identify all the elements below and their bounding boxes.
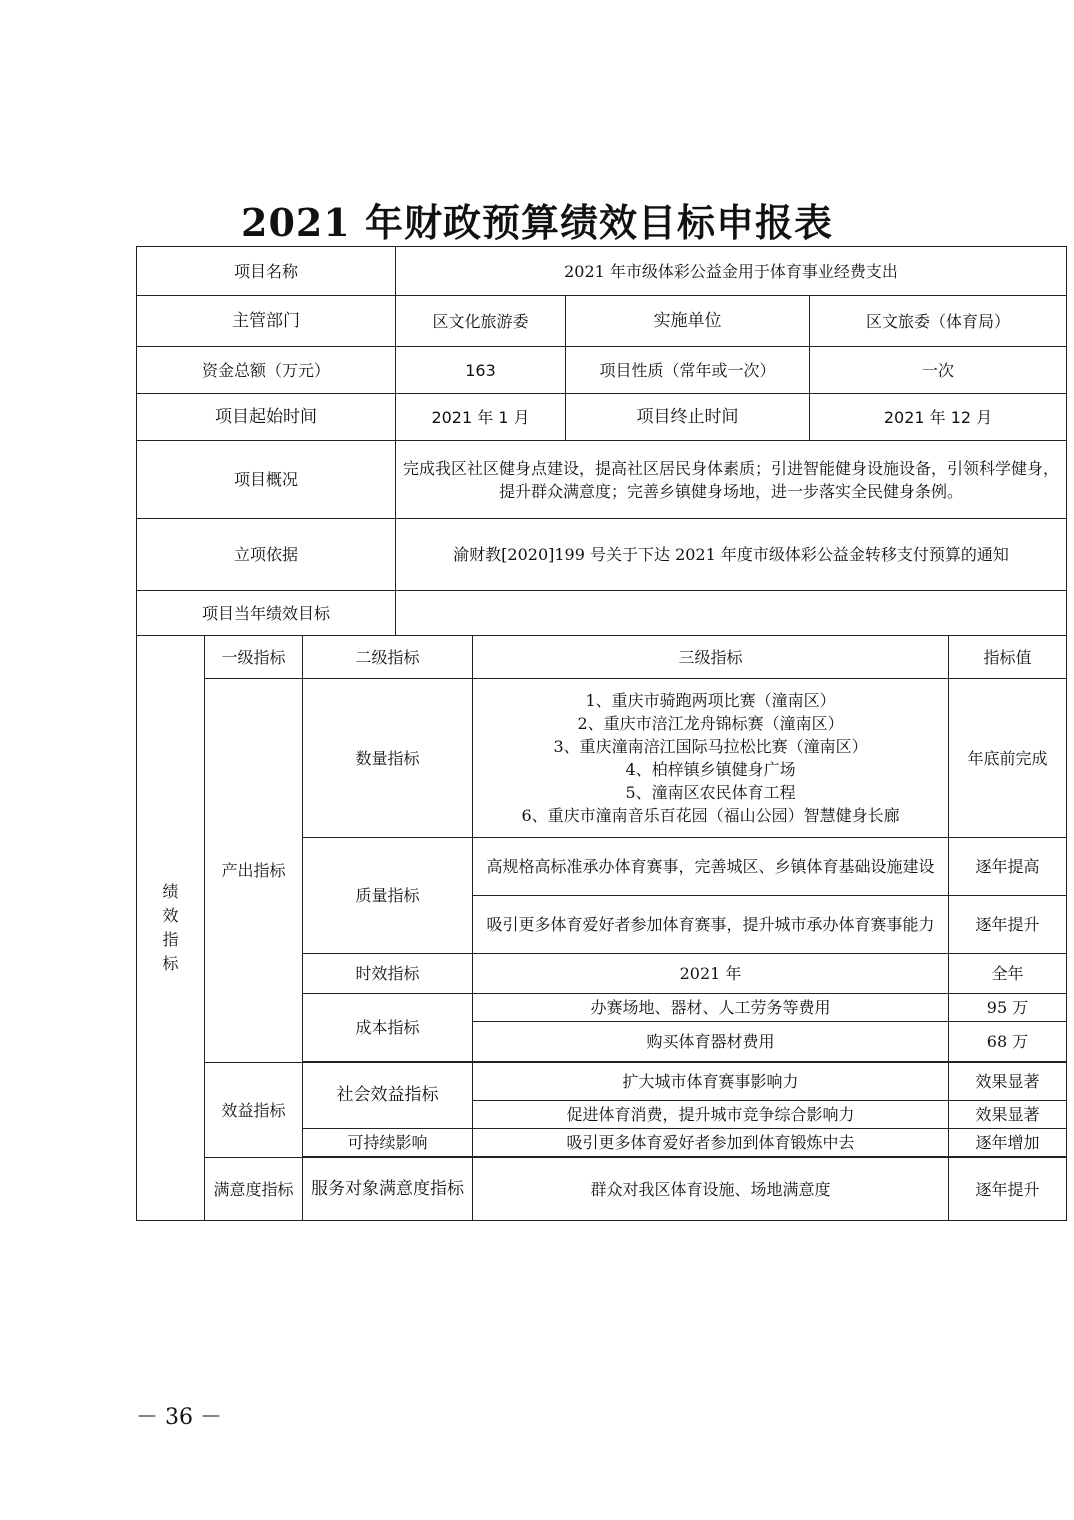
impl-value: 区文旅委（体育局） — [810, 296, 1067, 347]
satisfaction-indicator-label: 满意度指标 — [205, 1158, 303, 1221]
quantity-value: 年底前完成 — [949, 679, 1067, 838]
quantity-item: 6、重庆市潼南音乐百花园（福山公园）智慧健身长廊 — [521, 806, 900, 825]
basis-value: 渝财教[2020]199 号关于下达 2021 年度市级体彩公益金转移支付预算的通知 — [396, 519, 1067, 591]
service-satisfaction-value: 逐年提升 — [949, 1158, 1067, 1221]
quantity-item: 1、重庆市骑跑两项比赛（潼南区） — [585, 691, 836, 710]
cost-value-1: 95 万 — [949, 994, 1067, 1022]
service-satisfaction-label: 服务对象满意度指标 — [303, 1158, 473, 1221]
nature-label: 项目性质（常年或一次） — [566, 347, 810, 394]
start-label: 项目起始时间 — [137, 394, 396, 441]
cost-item-2: 购买体育器材费用 — [473, 1022, 949, 1062]
end-value: 2021 年 12 月 — [810, 394, 1067, 441]
quantity-indicator-label: 数量指标 — [303, 679, 473, 838]
social-benefit-label: 社会效益指标 — [303, 1063, 473, 1129]
sustainability-value: 逐年增加 — [949, 1129, 1067, 1157]
sustainability-label: 可持续影响 — [303, 1129, 473, 1157]
service-satisfaction-item: 群众对我区体育设施、场地满意度 — [473, 1158, 949, 1221]
start-value: 2021 年 1 月 — [396, 394, 566, 441]
quantity-item: 3、重庆潼南涪江国际马拉松比赛（潼南区） — [553, 737, 868, 756]
dept-value: 区文化旅游委 — [396, 296, 566, 347]
project-name-label: 项目名称 — [137, 247, 396, 296]
quantity-item: 4、柏梓镇乡镇健身广场 — [625, 760, 796, 779]
indicators-section-label — [137, 636, 205, 1221]
page-title: 2021 年财政预算绩效目标申报表 — [241, 200, 833, 245]
quality-value-1: 逐年提高 — [949, 838, 1067, 896]
quantity-item: 5、潼南区农民体育工程 — [625, 783, 796, 802]
goal-label: 项目当年绩效目标 — [137, 591, 396, 636]
col-level2-header: 二级指标 — [303, 636, 473, 679]
quality-item-2: 吸引更多体育爱好者参加体育赛事，提升城市承办体育赛事能力 — [473, 896, 949, 954]
output-indicator-label: 产出指标 — [205, 679, 303, 1063]
social-value-1: 效果显著 — [949, 1063, 1067, 1101]
goal-value — [396, 591, 1067, 636]
end-label: 项目终止时间 — [566, 394, 810, 441]
cost-value-2: 68 万 — [949, 1022, 1067, 1062]
cost-indicator-label: 成本指标 — [303, 994, 473, 1062]
benefit-indicator-label: 效益指标 — [205, 1063, 303, 1158]
social-item-2: 促进体育消费，提升城市竞争综合影响力 — [473, 1101, 949, 1129]
indicators-section-text: 绩效指标 — [162, 882, 179, 973]
quality-item-1: 高规格高标准承办体育赛事，完善城区、乡镇体育基础设施建设 — [473, 838, 949, 896]
project-name-value: 2021 年市级体彩公益金用于体育事业经费支出 — [396, 247, 1067, 296]
col-level3-header: 三级指标 — [473, 636, 949, 679]
quality-value-2: 逐年提升 — [949, 896, 1067, 954]
col-level1-header: 一级指标 — [205, 636, 303, 679]
overview-value: 完成我区社区健身点建设，提高社区居民身体素质；引进智能健身设施设备，引领科学健身，提升群众满意度；完善乡镇健身场地，进一步落实全民健身条例。 — [396, 441, 1067, 519]
timeliness-item: 2021 年 — [473, 954, 949, 994]
sustainability-item: 吸引更多体育爱好者参加到体育锻炼中去 — [473, 1129, 949, 1157]
col-value-header: 指标值 — [949, 636, 1067, 679]
budget-form-table — [136, 246, 1067, 1221]
social-value-2: 效果显著 — [949, 1101, 1067, 1129]
quantity-item: 2、重庆市涪江龙舟锦标赛（潼南区） — [577, 714, 844, 733]
quantity-items — [473, 679, 949, 838]
social-item-1: 扩大城市体育赛事影响力 — [473, 1063, 949, 1101]
overview-label: 项目概况 — [137, 441, 396, 519]
amount-value: 163 — [396, 347, 566, 394]
timeliness-indicator-label: 时效指标 — [303, 954, 473, 994]
basis-label: 立项依据 — [137, 519, 396, 591]
timeliness-value: 全年 — [949, 954, 1067, 994]
amount-label: 资金总额（万元） — [137, 347, 396, 394]
cost-item-1: 办赛场地、器材、人工劳务等费用 — [473, 994, 949, 1022]
impl-label: 实施单位 — [566, 296, 810, 347]
quality-indicator-label: 质量指标 — [303, 838, 473, 954]
nature-value: 一次 — [810, 347, 1067, 394]
page-number: － 36 － — [136, 1405, 222, 1430]
dept-label: 主管部门 — [137, 296, 396, 347]
